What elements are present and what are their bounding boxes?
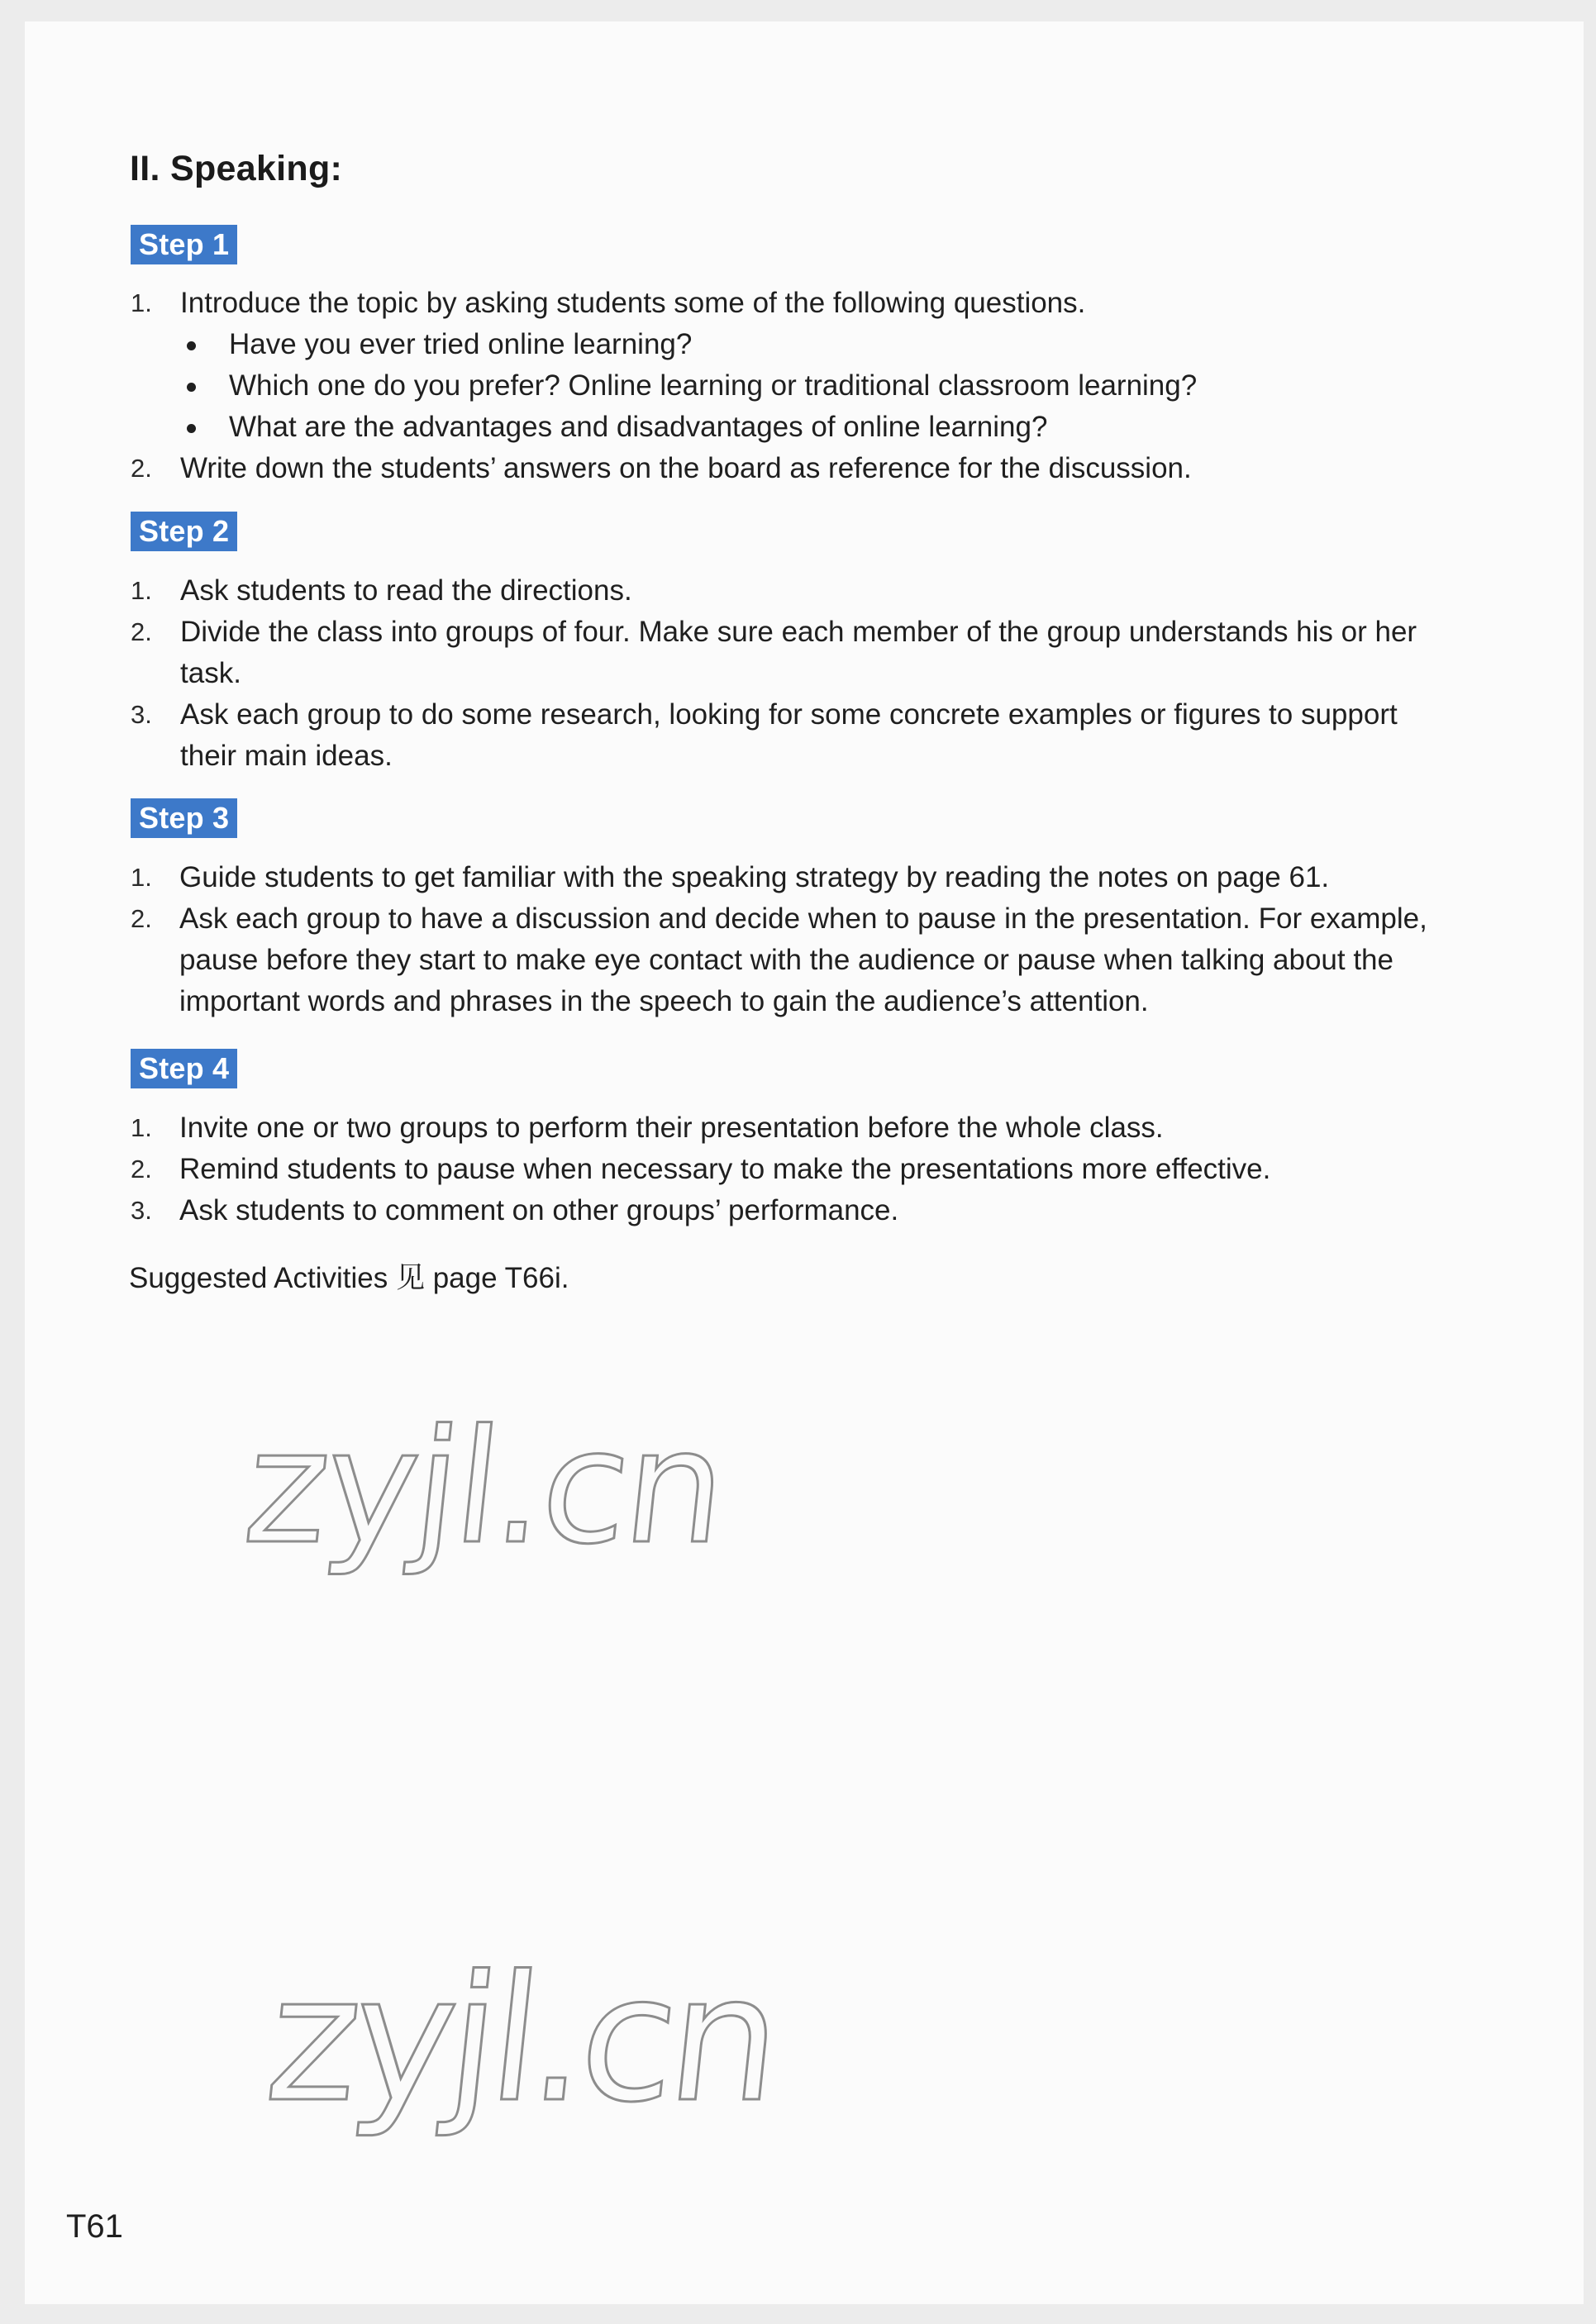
page-number: T61 (66, 2208, 123, 2245)
step-2-badge: Step 2 (131, 512, 237, 551)
step-1-bullet-3: What are the advantages and disadvantages of online learning? (229, 411, 1048, 443)
step-1-bullet-2: Which one do you prefer? Online learning or traditional classroom learning? (229, 369, 1198, 402)
step-4-item-2-text: Remind students to pause when necessary to make the presentations more effective. (179, 1153, 1271, 1185)
step-2-item-2-line-1: Divide the class into groups of four. Make sure each member of the group understands his or her (180, 616, 1417, 648)
step-3-item-2-line-3: important words and phrases in the speech to gain the audience’s attention. (179, 985, 1149, 1017)
watermark-bottom (258, 1926, 784, 2157)
section-title: II. Speaking: (130, 149, 343, 188)
step-1-badge: Step 1 (131, 225, 237, 264)
step-1-item-1-number: 1. (131, 288, 152, 317)
step-2-item-3-line-1: Ask each group to do some research, looking for some concrete examples or figures to support (180, 698, 1398, 731)
watermark-top (236, 1395, 732, 1595)
step-2-item-2-line-2: task. (180, 657, 241, 689)
step-4-item-1-number: 1. (131, 1113, 152, 1142)
step-1-bullet-1: Have you ever tried online learning? (229, 328, 693, 360)
suggested-activities-note: Suggested Activities 见 page T66i. (129, 1262, 569, 1294)
step-1-item-2-text: Write down the students’ answers on the board as reference for the discussion. (180, 452, 1192, 484)
step-2-item-1-number: 1. (131, 576, 152, 605)
step-4-item-1-text: Invite one or two groups to perform their presentation before the whole class. (179, 1112, 1164, 1144)
watermark-top-text: zyjl.cn (236, 1395, 732, 1579)
step-3-item-1-number: 1. (131, 863, 152, 892)
step-2-item-2-number: 2. (131, 617, 152, 646)
step-4-item-3-number: 3. (131, 1196, 152, 1225)
bullet-marker (187, 383, 196, 392)
bullet-marker (187, 424, 196, 433)
step-3-badge: Step 3 (131, 798, 237, 838)
step-2-item-3-line-2: their main ideas. (180, 740, 393, 772)
step-4-item-3-text: Ask students to comment on other groups’ performance. (179, 1194, 899, 1226)
step-1-item-1-text: Introduce the topic by asking students some of the following questions. (180, 287, 1086, 319)
watermark-bottom-text: zyjl.cn (258, 1938, 784, 2141)
step-4-item-2-number: 2. (131, 1155, 152, 1183)
bullet-marker (187, 341, 196, 350)
step-3-item-2-line-1: Ask each group to have a discussion and decide when to pause in the presentation. For example, (179, 902, 1427, 935)
step-1-item-2-number: 2. (131, 454, 152, 483)
step-2-item-1-text: Ask students to read the directions. (180, 574, 632, 607)
step-3-item-1-text: Guide students to get familiar with the speaking strategy by reading the notes on page 61. (179, 861, 1330, 893)
step-2-item-3-number: 3. (131, 700, 152, 729)
step-3-item-2-line-2: pause before they start to make eye contact with the audience or pause when talking about the (179, 944, 1394, 976)
step-4-badge: Step 4 (131, 1049, 237, 1088)
step-3-item-2-number: 2. (131, 904, 152, 933)
